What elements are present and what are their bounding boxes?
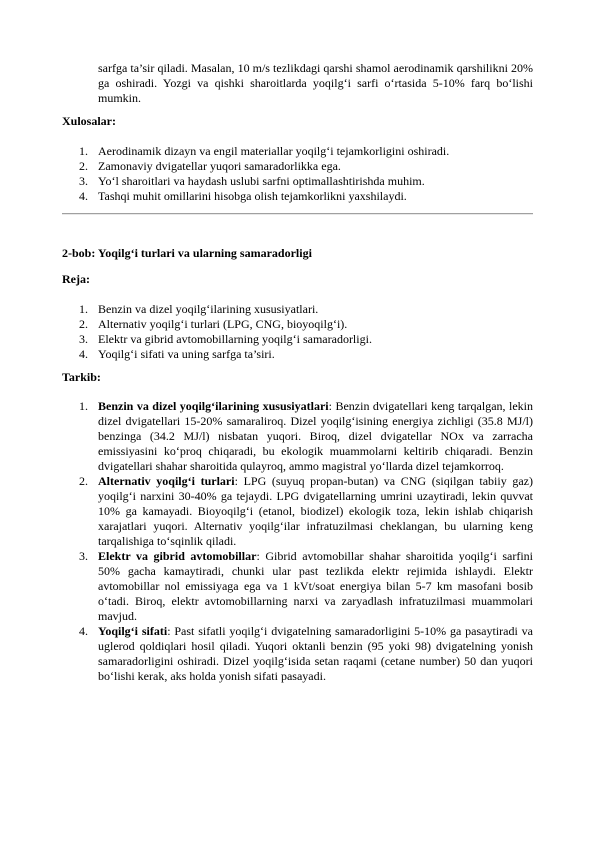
reja-heading: Reja: — [62, 272, 90, 286]
item-term: Benzin va dizel yoqilg‘ilarining xususiyatlari — [98, 399, 329, 413]
item-term: Yoqilg‘i sifati — [98, 624, 168, 638]
intro-paragraph: sarfga ta’sir qiladi. Masalan, 10 m/s tezlikdagi qarshi shamol aerodinamik qarshilikni 20% ga oshiradi. Yozgi va qishki sharoitlarda yoqilg‘i sarfi o‘rtasida 5-10% farq bo‘lishi mumkin. — [98, 61, 533, 105]
item-term: Alternativ yoqilg‘i turlari — [98, 474, 235, 488]
list-item: 3. Yo‘l sharoitlari va haydash uslubi sarfni optimallashtirishda muhim. — [79, 174, 425, 188]
xulosalar-heading: Xulosalar: — [62, 114, 116, 128]
list-item: 1. Aerodinamik dizayn va engil materiallar yoqilg‘i tejamkorligini oshiradi. — [79, 144, 450, 158]
list-item: 4. Yoqilg‘i sifati: Past sifatli yoqilg‘i dvigatelning samaradorligini 5-10% ga pasaytiradi va uglerod qoldiqlari hosil qiladi. Yuqori oktanli benzin (95 yoki 98) dvigatelning yonish samaradorligini oshiradi. Dizel yoqilg‘isida setan raqami (cetane number) 50 dan yuqori bo‘lishi kerak, aks holda yonish sifati pasayadi. — [79, 624, 533, 683]
document-page — [62, 61, 533, 684]
list-item: 4. Yoqilg‘i sifati va uning sarfga ta’siri. — [79, 347, 275, 361]
list-item: 2. Alternativ yoqilg‘i turlari (LPG, CNG, bioyoqilg‘i). — [79, 317, 348, 331]
item-term: Elektr va gibrid avtomobillar — [98, 549, 257, 563]
list-item: 4. Tashqi muhit omillarini hisobga olish tejamkorlikni yaxshilaydi. — [79, 189, 407, 203]
list-item: 3. Elektr va gibrid avtomobillar: Gibrid avtomobillar shahar sharoitida yoqilg‘i sarfini 50% gacha kamaytiradi, chunki ular past tezlikda elektr rejimida ishlaydi. Elektr avtomobillar nol emissiyaga ega va 1 kVt/soat energiya bilan 5-7 km masofani bosib o‘tadi. Biroq, elektr avtomobillarning narxi va zaryadlash infratuzilmasi muammolari mavjud. — [79, 549, 534, 623]
list-item: 2. Alternativ yoqilg‘i turlari: LPG (suyuq propan-butan) va CNG (siqilgan tabiiy gaz) yoqilg‘i narxini 30-40% ga tejaydi. LPG dvigatellarning umrini uzaytiradi, lekin quvvat 10% ga kamayadi. Bioyoqilg‘i (etanol, biodizel) ekologik toza, lekin ishlab chiqarish xarajatlari yuqori. Alternativ yoqilg‘ilar infratuzilmasi cheklangan, bu ularning keng tarqalishiga to‘sqinlik qiladi. — [79, 474, 533, 548]
section-divider — [62, 213, 533, 215]
list-item: 2. Zamonaviy dvigatellar yuqori samaradorlikka ega. — [79, 159, 341, 173]
xulosalar-list — [62, 144, 533, 204]
list-item: 1. Benzin va dizel yoqilg‘ilarining xususiyatlari. — [79, 302, 319, 316]
tarkib-list — [62, 399, 533, 684]
list-item: 3. Elektr va gibrid avtomobillarning yoqilg‘i samaradorligi. — [79, 332, 372, 346]
list-item: 1. Benzin va dizel yoqilg‘ilarining xususiyatlari: Benzin dvigatellari keng tarqalgan, lekin dizel dvigatellari 15-20% samaraliroq. Dizel yoqilg‘isining energiya zichligi (35.8 MJ/l) benzinga (34.2 MJ/l) nisbatan yuqori. Biroq, dizel dvigatellar NOx va zarracha emissiyasini ko‘proq chiqaradi, bu ekologik muammolarni keltirib chiqaradi. Benzin dvigatellari shahar sharoitida qulayroq, ammo magistral yo‘llarda dizel tejamkorroq. — [79, 399, 533, 473]
chapter-title: 2-bob: Yoqilg‘i turlari va ularning samaradorligi — [62, 246, 312, 260]
reja-list — [62, 302, 533, 362]
tarkib-heading: Tarkib: — [62, 370, 101, 384]
